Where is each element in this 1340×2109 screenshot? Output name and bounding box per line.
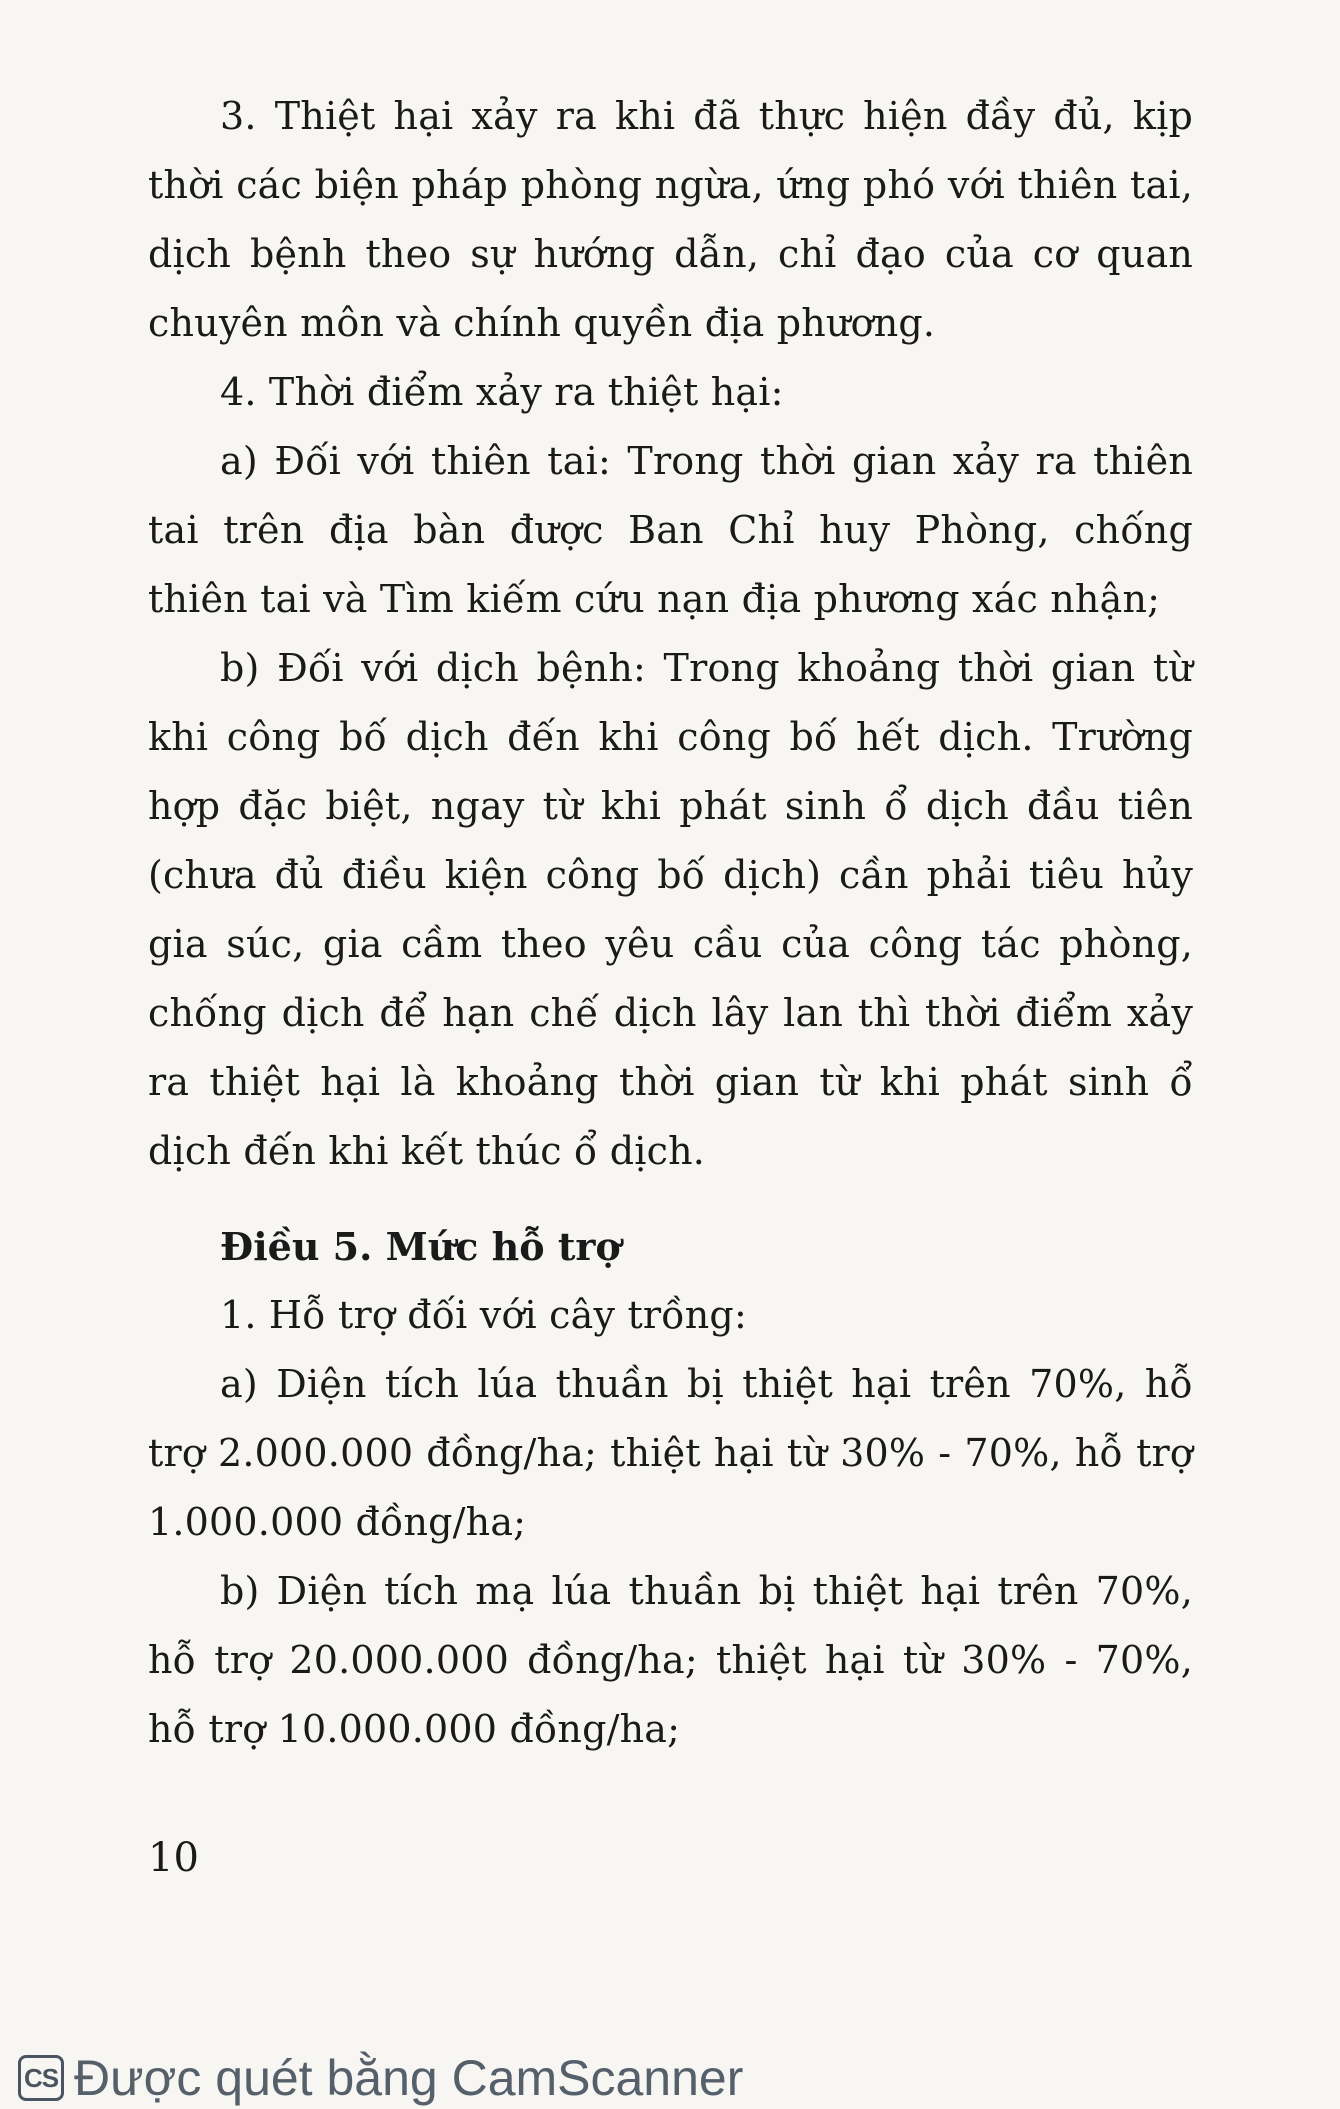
document-body [148, 82, 1193, 1764]
paragraph-item-4a: a) Đối với thiên tai: Trong thời gian xảy ra thiên tai trên địa bàn được Ban Chỉ huy Phòng, chống thiên tai và Tìm kiếm cứu nạn địa phương xác nhận; [148, 439, 1193, 621]
scanner-watermark [18, 2050, 743, 2106]
camscanner-logo-icon: CS [18, 2055, 64, 2101]
page-number: 10 [148, 1835, 199, 1881]
paragraph-item-1b: b) Diện tích mạ lúa thuần bị thiệt hại trên 70%, hỗ trợ 20.000.000 đồng/ha; thiệt hại từ 30% - 70%, hỗ trợ 10.000.000 đồng/ha; [148, 1569, 1193, 1751]
watermark-text: Được quét bằng CamScanner [74, 2050, 744, 2106]
paragraph-item-1a: a) Diện tích lúa thuần bị thiệt hại trên 70%, hỗ trợ 2.000.000 đồng/ha; thiệt hại từ 30% - 70%, hỗ trợ 1.000.000 đồng/ha; [148, 1362, 1193, 1544]
paragraph-item-4: 4. Thời điểm xảy ra thiệt hại: [220, 370, 784, 414]
paragraph-item-4b: b) Đối với dịch bệnh: Trong khoảng thời gian từ khi công bố dịch đến khi công bố hết dịch. Trường hợp đặc biệt, ngay từ khi phát sinh ổ dịch đầu tiên (chưa đủ điều kiện công bố dịch) cần phải tiêu hủy gia súc, gia cầm theo yêu cầu của công tác phòng, chống dịch để hạn chế dịch lây lan thì thời điểm xảy ra thiệt hại là khoảng thời gian từ khi phát sinh ổ dịch đến khi kết thúc ổ dịch. [148, 646, 1193, 1173]
article-heading: Điều 5. Mức hỗ trợ [220, 1224, 621, 1269]
paragraph-item-3: 3. Thiệt hại xảy ra khi đã thực hiện đầy đủ, kịp thời các biện pháp phòng ngừa, ứng phó với thiên tai, dịch bệnh theo sự hướng dẫn, chỉ đạo của cơ quan chuyên môn và chính quyền địa phương. [148, 94, 1193, 345]
paragraph-item-1: 1. Hỗ trợ đối với cây trồng: [220, 1293, 747, 1337]
